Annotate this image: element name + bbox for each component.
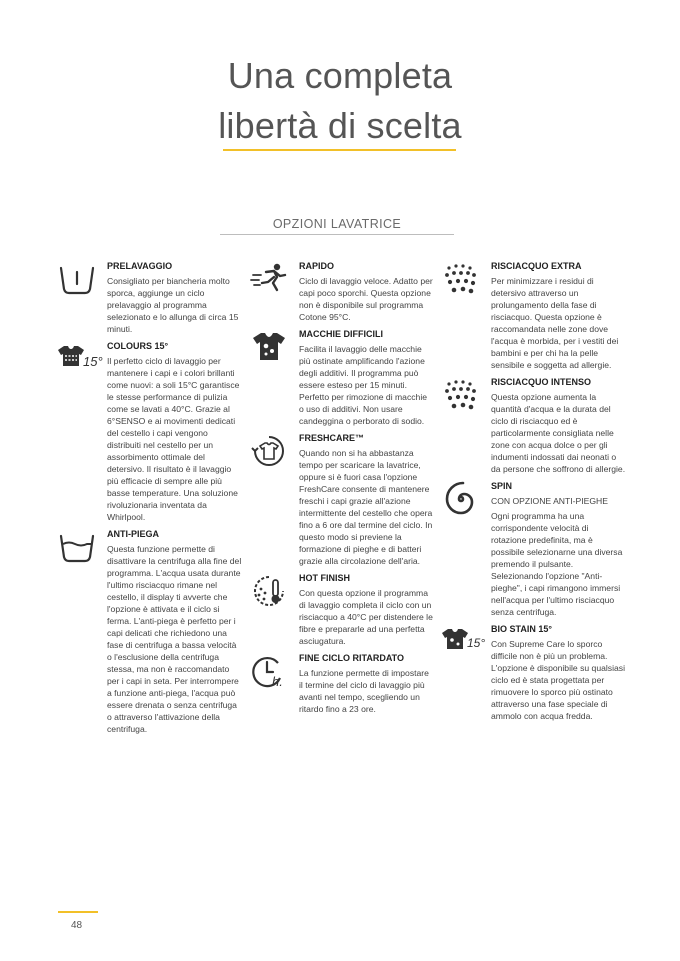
option-title: RAPIDO <box>299 261 335 271</box>
freshcare-shirt-cycle-icon <box>247 434 291 468</box>
option-prelavaggio <box>107 260 242 335</box>
bio-stain-icon-label: 15° <box>467 636 486 650</box>
option-title: PRELAVAGGIO <box>107 261 173 271</box>
option-title: SPIN <box>491 481 513 491</box>
colours-15-icon-label: 15° <box>83 354 103 369</box>
option-description: Ciclo di lavaggio veloce. Adatto per capi poco sporchi. Questa opzione non è disponibile sul programma Cotone 95°C. <box>299 276 433 322</box>
spin-spiral-icon <box>439 482 483 516</box>
option-description: Il perfetto ciclo di lavaggio per mantenere i capi e i colori brillanti come nuovi: a soli 15°C garantisce le stesse performance di pulizia come se lavati a 40°C. Grazie al 6°SENSO e ai movimenti dedicati del cestello i capi vengono distribuiti nel cestello per un assorbimento ottimale del detersivo. Il risultato è il lavaggio più efficacie di sempre alle più basse temperature. Una soluzione rivoluzionaria inventata da Whirlpool. <box>107 356 240 522</box>
option-risciacquo-extra <box>491 260 626 371</box>
option-title: FINE CICLO RITARDATO <box>299 653 404 663</box>
option-title: BIO STAIN 15° <box>491 624 552 634</box>
option-description: Per minimizzare i residui di detersivo attraverso un prolungamento della fase di risciacquo. Questa opzione è raccomandata nelle zone dove l'acqua è morbida, per i vestiti dei bambini e per chi ha la pelle sensibile e soggetta ad allergie. <box>491 276 619 370</box>
option-title: MACCHIE DIFFICILI <box>299 329 383 339</box>
option-title: HOT FINISH <box>299 573 350 583</box>
bio-stain-shirt-icon <box>439 625 486 659</box>
intense-rinse-drops-icon <box>439 378 483 412</box>
option-subtitle: CON OPZIONE ANTI-PIEGHE <box>491 496 608 506</box>
section-title: OPZIONI LAVATRICE <box>272 217 402 231</box>
option-spin <box>491 480 626 618</box>
option-colours15 <box>83 340 242 523</box>
option-risciacquo-intenso <box>491 376 626 475</box>
option-description: Questa funzione permette di disattivare la centrifuga alla fine del programma. L'acqua usata durante l'ultimo risciacquo rimane nel cestello, il display ti avverte che l'opzione è attivata e il ciclo si ferma. L'anti-piega è perfetto per i capi delicati che richiedono una fase di centrifuga a bassa velocità o l'esclusione della centrifuga stessa, ma non è raccomandato per i capi in seta. Per interrompere a funzione anti-piega, l'acqua può essere drenata o senza centrifuga o attraverso l'attivazione della centrifuga. <box>107 544 242 734</box>
hot-finish-thermometer-icon <box>247 574 291 608</box>
option-fineciclo <box>272 652 434 715</box>
options-column-3 <box>467 255 626 722</box>
option-hotfinish <box>299 572 434 647</box>
option-description: Questa opzione aumenta la quantità d'acqua e la durata del ciclo di risciacquo ed è particolarmente consigliata nelle zone con acqua dolce o per gli indumenti indossati dai neonati o da persone che soffrono di allergie. <box>491 392 626 474</box>
option-title: FRESHCARE™ <box>299 433 365 443</box>
extra-rinse-drops-icon <box>439 262 483 296</box>
option-description: La funzione permette di impostare il termine del ciclo di lavaggio più avanti nel tempo, scegliendo un ritardo fino a 23 ore. <box>299 668 429 714</box>
option-biostain <box>467 623 626 722</box>
delayed-end-clock-icon <box>247 654 291 688</box>
anti-crease-tub-icon <box>55 530 99 564</box>
option-macchie <box>299 328 434 427</box>
colours-15-shirt-icon <box>55 342 103 376</box>
option-antipiega <box>107 528 242 735</box>
option-title: COLOURS 15° <box>107 341 169 351</box>
page-number: 48 <box>71 920 83 931</box>
stained-shirt-icon <box>247 330 291 364</box>
prewash-tub-icon <box>55 262 99 296</box>
running-man-icon <box>247 262 291 296</box>
options-column-2 <box>272 255 434 715</box>
option-description: Con questa opzione il programma di lavaggio completa il ciclo con un risciacquo a 40°C per distendere le fibre e prepararle ad una perfetta asciugatura. <box>299 588 433 646</box>
option-title: ANTI-PIEGA <box>107 529 160 539</box>
section-divider <box>220 234 454 235</box>
option-description: Consigliato per biancheria molto sporca, aggiunge un ciclo prelavaggio al programma selezionato e lo allunga di circa 15 minuti. <box>107 276 239 334</box>
page-title-line1: Una completa <box>227 55 453 96</box>
delayed-end-icon-label: h. <box>272 674 283 689</box>
option-rapido <box>299 260 434 323</box>
option-title: RISCIACQUO INTENSO <box>491 377 592 387</box>
page-title-line2: libertà di scelta <box>218 105 462 146</box>
option-description: Ogni programma ha una corrispondente velocità di rotazione predefinita, ma è possibile selezionarne una diversa premendo il pulsante. Selezionando l'opzione "Anti-pieghe", i capi rimangono immersi nell'acqua per l'ultimo risciacquo senza centrifuga. <box>491 511 623 617</box>
option-title: RISCIACQUO EXTRA <box>491 261 582 271</box>
option-freshcare <box>299 432 434 567</box>
page-number-rule <box>58 911 98 913</box>
option-description: Quando non si ha abbastanza tempo per scaricare la lavatrice, oppure si è fuori casa l'opzione FreshCare consente di mantenere freschi i capi grazie all'azione intermittente del cestello che opera fino a 6 ore dal termine del ciclo. In questo modo si previene la formazione di pieghe e di batteri grazie alla circolazione dell'aria. <box>299 448 433 566</box>
option-description: Con Supreme Care lo sporco difficile non è più un problema. L'opzione è disponibile su qualsiasi ciclo ed è stata progettata per rimuovere lo sporco più ostinato attraverso una fase speciale di ammolo con acqua fredda. <box>491 639 625 721</box>
title-underline <box>223 149 456 151</box>
options-column-1 <box>83 255 242 735</box>
option-description: Facilita il lavaggio delle macchie più ostinate amplificando l'azione degli additivi. Il programma può essere esteso per 15 minuti. Perfetto per rimozione di macchie o uso di additivi. Non usare candeggina o perborato di sodio. <box>299 344 428 426</box>
